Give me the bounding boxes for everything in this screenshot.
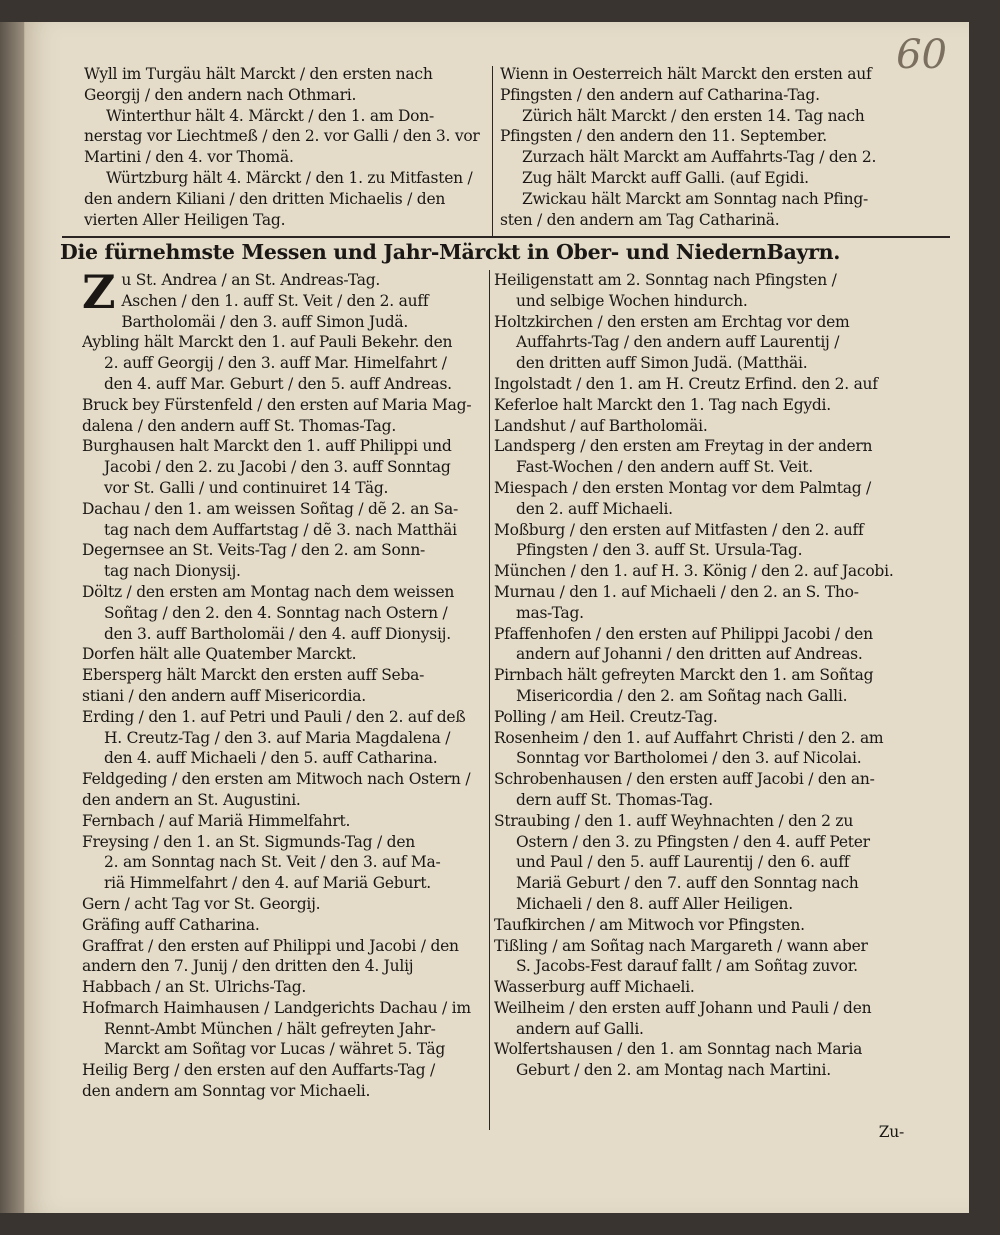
text-line: Marckt am Soñtag vor Lucas / währet 5. Täg [104, 1040, 446, 1059]
text-line: Wienn in Oesterreich hält Marckt den ersten auf [500, 65, 872, 83]
text-line: Wasserburg auff Michaeli. [494, 978, 695, 997]
text-line: Gräfing auff Catharina. [82, 915, 260, 934]
text-line: Zwickau hält Marckt am Sonntag nach Pfing- [522, 189, 868, 208]
text-line: Erding / den 1. auf Petri und Pauli / den 2. auf deß [82, 707, 466, 726]
text-line: den andern an St. Augustini. [82, 790, 301, 809]
text-line: Pfaffenhofen / den ersten auf Philippi Jacobi / den [494, 624, 873, 643]
text-line: Moßburg / den ersten auf Mitfasten / den 2. auff [494, 520, 864, 539]
text-line: Ostern / den 3. zu Pfingsten / den 4. auff Peter [516, 832, 870, 851]
text-line: Landshut / auf Bartholomäi. [494, 416, 708, 435]
text-line: Jacobi / den 2. zu Jacobi / den 3. auff Sonntag [104, 458, 451, 477]
text-line: Rosenheim / den 1. auf Auffahrt Christi / den 2. am [494, 728, 884, 747]
main-left-column [82, 270, 486, 1102]
text-line: Geburt / den 2. am Montag nach Martini. [516, 1061, 831, 1080]
text-line: Döltz / den ersten am Montag nach dem weissen [82, 582, 455, 601]
text-line: Ingolstadt / den 1. am H. Creutz Erfind. den 2. auf [494, 374, 878, 393]
text-line: Aschen / den 1. auff St. Veit / den 2. auff [121, 291, 429, 310]
text-line: Wolfertshausen / den 1. am Sonntag nach Maria [494, 1040, 863, 1059]
initial-entry [82, 270, 486, 332]
text-line: sten / den andern am Tag Catharinä. [500, 210, 780, 229]
text-line: andern auf Galli. [516, 1019, 644, 1038]
text-line: den 4. auff Mar. Geburt / den 5. auff Andreas. [104, 374, 452, 393]
text-line: Feldgeding / den ersten am Mitwoch nach Ostern / [82, 770, 471, 789]
text-line: Dorfen hält alle Quatember Marckt. [82, 645, 357, 664]
section-heading: Die fürnehmste Messen und Jahr-Märckt in Ober- und NiedernBayrn. [60, 240, 841, 264]
text-line: Taufkirchen / am Mitwoch vor Pfingsten. [494, 915, 805, 934]
page-number: 60 [896, 32, 947, 78]
column-divider-main [489, 270, 490, 1130]
text-line: Hofmarch Haimhausen / Landgerichts Dachau / im [82, 998, 471, 1017]
text-line: den dritten auff Simon Judä. (Matthäi. [516, 354, 808, 373]
text-line: Bruck bey Fürstenfeld / den ersten auf Maria Mag- [82, 395, 472, 414]
text-line: Heilig Berg / den ersten auf den Auffarts-Tag / [82, 1061, 435, 1080]
top-right-column [500, 64, 900, 230]
text-line: Winterthur hält 4. Märckt / den 1. am Don- [106, 106, 434, 125]
text-line: S. Jacobs-Fest darauf fallt / am Soñtag zuvor. [516, 957, 858, 976]
text-line: Pirnbach hält gefreyten Marckt den 1. am Soñtag [494, 666, 874, 685]
text-line: Landsperg / den ersten am Freytag in der andern [494, 437, 873, 456]
main-right-column [494, 270, 898, 1081]
text-line: Auffahrts-Tag / den andern auff Laurentij / [516, 333, 840, 352]
text-line: Holtzkirchen / den ersten am Erchtag vor dem [494, 312, 850, 331]
column-divider-top [492, 66, 493, 236]
text-line: Fernbach / auf Mariä Himmelfahrt. [82, 811, 351, 830]
text-line: Burghausen halt Marckt den 1. auff Philippi und [82, 437, 452, 456]
text-line: Graffrat / den ersten auf Philippi und Jacobi / den [82, 936, 459, 955]
catchword: Zu- [878, 1123, 904, 1142]
text-line: tag nach Dionysij. [104, 562, 241, 581]
text-line: Degernsee an St. Veits-Tag / den 2. am Sonn- [82, 541, 426, 560]
text-line: 2. auff Georgij / den 3. auff Mar. Himelfahrt / [104, 354, 447, 373]
text-line: Zug hält Marckt auff Galli. (auf Egidi. [522, 168, 809, 187]
text-line: riä Himmelfahrt / den 4. auf Mariä Geburt. [104, 874, 431, 893]
text-line: Zürich hält Marckt / den ersten 14. Tag nach [522, 106, 865, 125]
text-line: Misericordia / den 2. am Soñtag nach Galli. [516, 686, 848, 705]
text-line: München / den 1. auf H. 3. König / den 2. auf Jacobi. [494, 562, 894, 581]
text-line: Heiligenstatt am 2. Sonntag nach Pfingsten / [494, 271, 837, 289]
text-line: den 2. auff Michaeli. [516, 499, 673, 518]
text-line: nerstag vor Liechtmeß / den 2. vor Galli / den 3. vor [84, 127, 480, 146]
text-line: Wyll im Turgäu hält Marckt / den ersten nach [84, 65, 433, 83]
text-line: Sonntag vor Bartholomei / den 3. auf Nicolai. [516, 749, 862, 768]
text-line: stiani / den andern auff Misericordia. [82, 686, 366, 705]
text-line: den andern Kiliani / den dritten Michaelis / den [84, 189, 446, 208]
text-line: Ebersperg hält Marckt den ersten auff Seba- [82, 666, 425, 685]
text-line: Polling / am Heil. Creutz-Tag. [494, 707, 718, 726]
text-line: den 3. auff Bartholomäi / den 4. auff Dionysij. [104, 624, 451, 643]
text-line: Würtzburg hält 4. Märckt / den 1. zu Mitfasten / [106, 168, 473, 187]
text-line: Dachau / den 1. am weissen Soñtag / dẽ 2. an Sa- [82, 499, 458, 518]
text-line: den andern am Sonntag vor Michaeli. [82, 1082, 371, 1101]
text-line: Fast-Wochen / den andern auff St. Veit. [516, 458, 813, 477]
text-line: andern auf Johanni / den dritten auf Andreas. [516, 645, 863, 664]
text-line: mas-Tag. [516, 603, 584, 622]
text-line: Murnau / den 1. auf Michaeli / den 2. an S. Tho- [494, 582, 859, 601]
text-line: Weilheim / den ersten auff Johann und Pauli / den [494, 998, 872, 1017]
text-line: Georgij / den andern nach Othmari. [84, 85, 357, 104]
text-line: vierten Aller Heiligen Tag. [84, 210, 286, 229]
drop-cap: Z [82, 270, 116, 319]
text-line: und Paul / den 5. auff Laurentij / den 6. auff [516, 853, 850, 872]
text-line: u St. Andrea / an St. Andreas-Tag. [121, 271, 381, 289]
text-line: Rennt-Ambt München / hält gefreyten Jahr- [104, 1019, 436, 1038]
text-line: Michaeli / den 8. auff Aller Heiligen. [516, 894, 793, 913]
text-line: Habbach / an St. Ulrichs-Tag. [82, 978, 307, 997]
text-line: vor St. Galli / und continuiret 14 Täg. [104, 478, 389, 497]
text-line: H. Creutz-Tag / den 3. auf Maria Magdalena / [104, 728, 451, 747]
text-line: Pfingsten / den 3. auff St. Ursula-Tag. [516, 541, 803, 560]
text-line: und selbige Wochen hindurch. [516, 291, 748, 310]
text-line: Martini / den 4. vor Thomä. [84, 148, 294, 167]
text-line: Straubing / den 1. auff Weyhnachten / den 2 zu [494, 811, 854, 830]
text-line: den 4. auff Michaeli / den 5. auff Catharina. [104, 749, 438, 768]
text-line: dalena / den andern auff St. Thomas-Tag. [82, 416, 397, 435]
text-line: Bartholomäi / den 3. auff Simon Judä. [121, 312, 409, 331]
text-line: 2. am Sonntag nach St. Veit / den 3. auf Ma- [104, 853, 441, 872]
text-line: Keferloe halt Marckt den 1. Tag nach Egydi. [494, 395, 831, 414]
text-line: Pfingsten / den andern auf Catharina-Tag. [500, 85, 820, 104]
text-line: Tißling / am Soñtag nach Margareth / wann aber [494, 936, 868, 955]
text-line: Aybling hält Marckt den 1. auf Pauli Bekehr. den [82, 333, 453, 352]
text-line: Pfingsten / den andern den 11. September. [500, 127, 827, 146]
text-line: Soñtag / den 2. den 4. Sonntag nach Ostern / [104, 603, 448, 622]
text-line: andern den 7. Junij / den dritten den 4. Julij [82, 957, 414, 976]
text-line: Gern / acht Tag vor St. Georgij. [82, 894, 321, 913]
top-left-column [84, 64, 488, 230]
book-gutter [0, 22, 24, 1213]
text-line: dern auff St. Thomas-Tag. [516, 790, 713, 809]
text-line: Miespach / den ersten Montag vor dem Palmtag / [494, 478, 872, 497]
text-line: Schrobenhausen / den ersten auff Jacobi / den an- [494, 770, 875, 789]
text-line: Mariä Geburt / den 7. auff den Sonntag nach [516, 874, 859, 893]
text-line: Freysing / den 1. an St. Sigmunds-Tag / den [82, 832, 415, 851]
section-rule [62, 236, 950, 238]
text-line: tag nach dem Auffartstag / dẽ 3. nach Matthäi [104, 520, 457, 539]
text-line: Zurzach hält Marckt am Auffahrts-Tag / den 2. [522, 148, 877, 167]
